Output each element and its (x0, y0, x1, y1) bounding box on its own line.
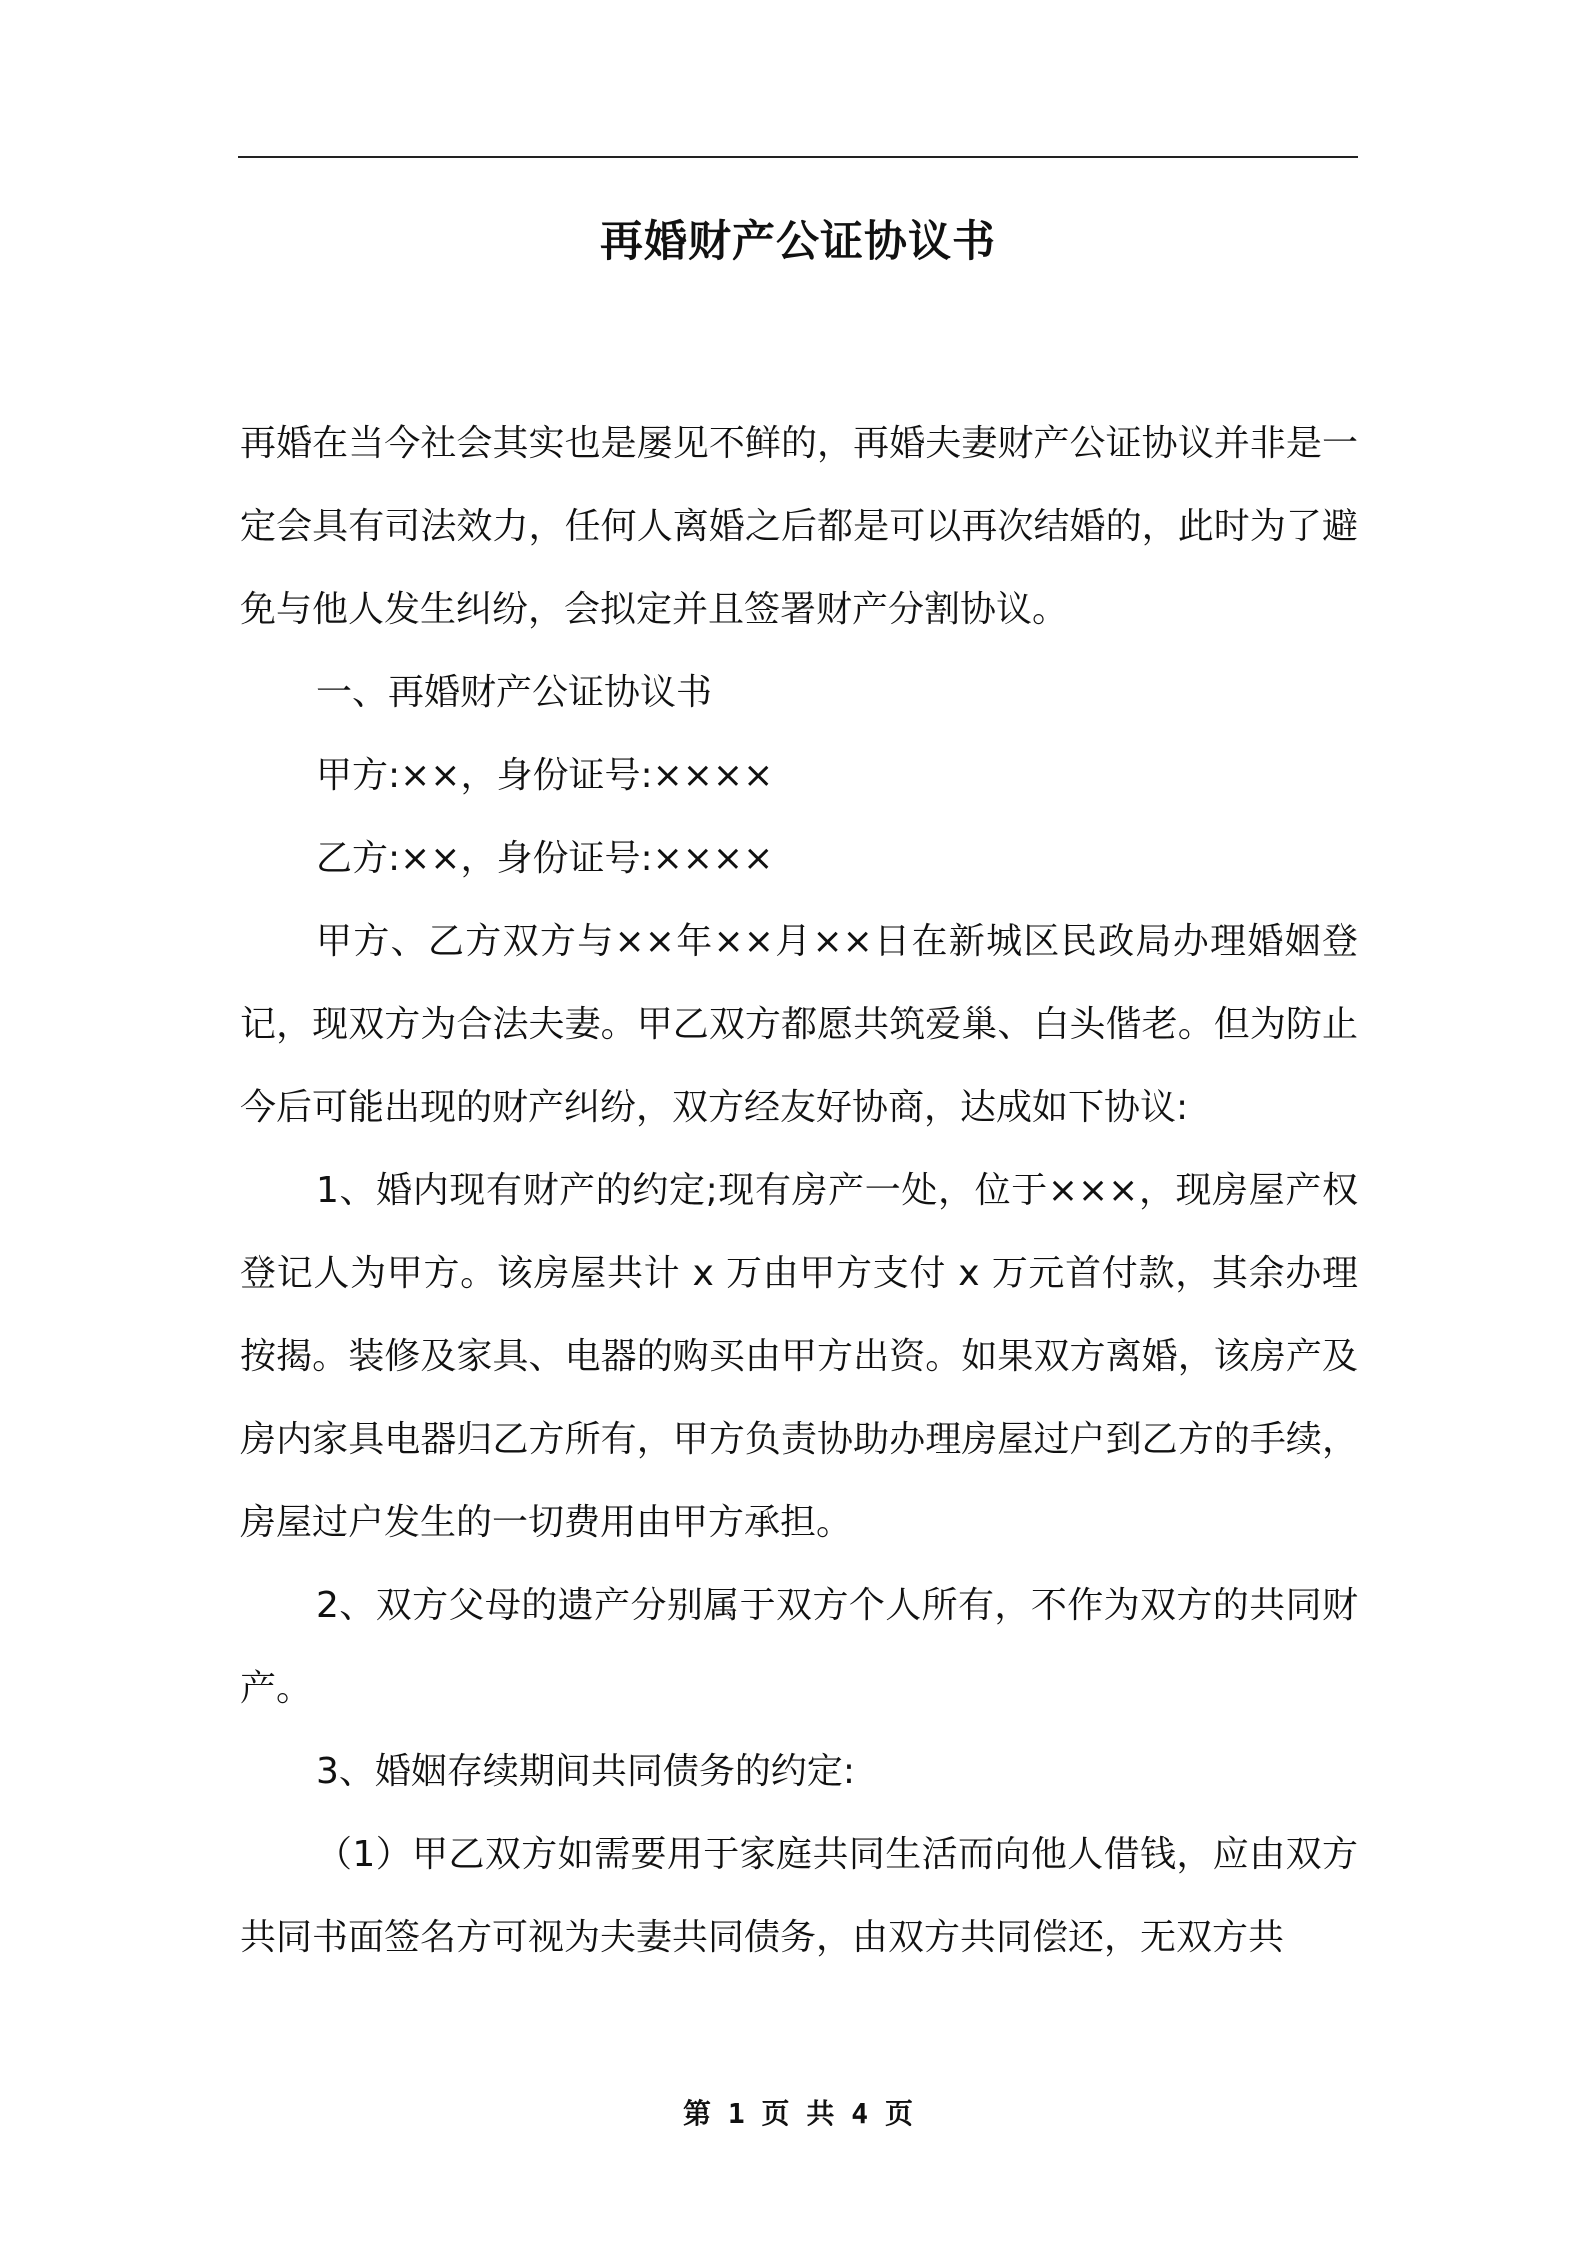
paragraph-marriage-registration: 甲方、乙方双方与××年××月××日在新城区民政局办理婚姻登记，现双方为合法夫妻。甲乙双方都愿共筑爱巢、白头偕老。但为防止今后可能出现的财产纠纷，双方经友好协商，达成如下协议: (240, 921, 1358, 1128)
paragraph-party-a: 甲方:××，身份证号:×××× (316, 755, 774, 796)
paragraph-party-b: 乙方:××，身份证号:×××× (316, 838, 774, 879)
paragraph-clause-3-1: （1）甲乙双方如需要用于家庭共同生活而向他人借钱，应由双方共同书面签名方可视为夫妻共同债务，由双方共同偿还，无双方共 (240, 1834, 1358, 1958)
paragraph-clause-1: 1、婚内现有财产的约定;现有房产一处，位于×××，现房屋产权登记人为甲方。该房屋共计 x 万由甲方支付 x 万元首付款，其余办理按揭。装修及家具、电器的购买由甲方出资。如果双方离婚，该房产及房内家具电器归乙方所有，甲方负责协助办理房屋过户到乙方的手续，房屋过户发生的一切费用由甲方承担。 (240, 1170, 1358, 1543)
document-title: 再婚财产公证协议书 (600, 217, 996, 267)
paragraph-clause-2: 2、双方父母的遗产分别属于双方个人所有，不作为双方的共同财产。 (240, 1585, 1358, 1709)
paragraph-section-heading: 一、再婚财产公证协议书 (316, 672, 713, 713)
page-footer: 第 1 页 共 4 页 (682, 2097, 913, 2130)
paragraph-clause-3: 3、婚姻存续期间共同债务的约定: (316, 1751, 856, 1792)
paragraph-intro: 再婚在当今社会其实也是屡见不鲜的，再婚夫妻财产公证协议并非是一定会具有司法效力，任何人离婚之后都是可以再次结婚的，此时为了避免与他人发生纠纷，会拟定并且签署财产分割协议。 (240, 423, 1358, 630)
header-rule (238, 156, 1358, 158)
document-body (240, 402, 1358, 1979)
